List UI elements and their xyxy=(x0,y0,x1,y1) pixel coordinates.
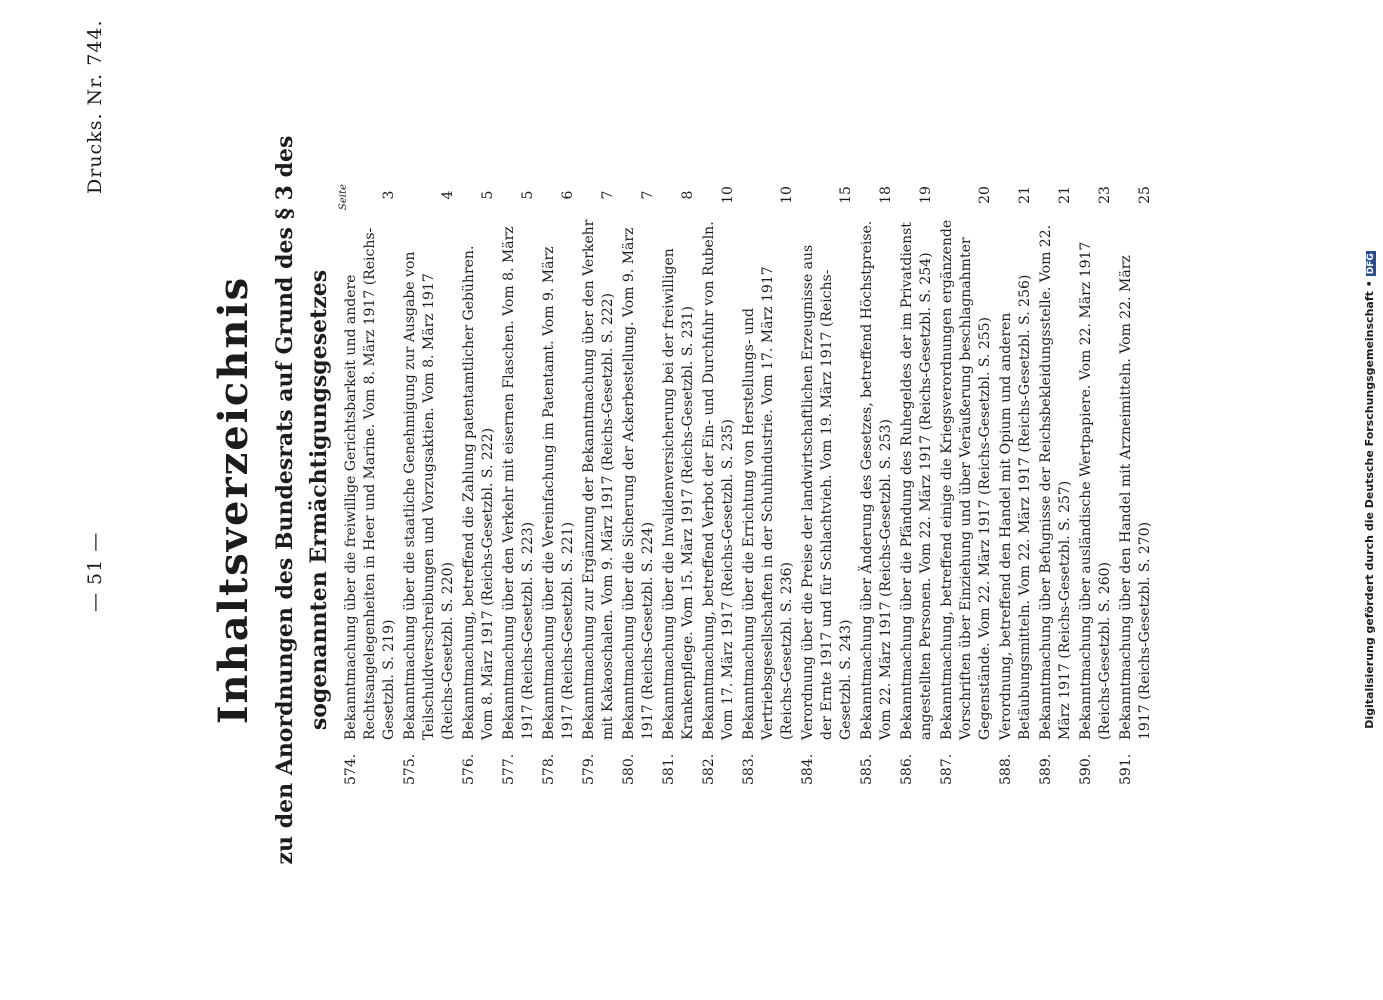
entry-page: 23 xyxy=(1097,186,1113,204)
toc-entry xyxy=(540,0,580,1000)
toc-entry xyxy=(1117,0,1157,1000)
entry-text: Verordnung über die Preise der landwirtschaftlichen Erzeugnisse aus der Ernte 1917 und für Schlachtvieh. Vom 19. März 1917 (Reichs-Gesetzbl. S. 243) xyxy=(800,244,854,740)
entry-page: 5 xyxy=(480,190,496,200)
entry-text: Bekanntmachung über die Invalidenversicherung bei der freiwilligen Krankenpflege. Vom 15. März 1917 (Reichs-Gesetzbl. S. 231) xyxy=(661,248,696,740)
toc-entry xyxy=(500,0,540,1000)
entry-number: 578. xyxy=(541,753,557,785)
entry-text: Bekanntmachung über Befugnisse der Reichsbekleidungsstelle. Vom 22. März 1917 (Reichs-Gesetzbl. S. 257) xyxy=(1038,224,1073,740)
page-subtitle: zu den Anordnungen des Bundesrats auf Grund des § 3 des sogenannten Ermächtigungsgesetzes xyxy=(272,135,332,865)
entry-number: 575. xyxy=(402,753,418,785)
druck-number: Drucks. Nr. 744. xyxy=(84,19,106,194)
entry-number: 591. xyxy=(1118,753,1134,785)
entry-text: Bekanntmachung über den Verkehr mit eisernen Flaschen. Vom 8. März 1917 (Reichs-Gesetzbl. S. 223) xyxy=(501,226,536,740)
digitization-credit xyxy=(1363,50,1376,930)
entry-page: 19 xyxy=(918,186,934,204)
toc-entry xyxy=(799,0,858,1000)
entry-number: 588. xyxy=(998,753,1014,785)
entry-number: 574. xyxy=(343,753,359,785)
entry-page: 6 xyxy=(560,190,576,200)
entry-number: 586. xyxy=(899,753,915,785)
toc-entry xyxy=(660,0,700,1000)
entry-text: Bekanntmachung über die freiwillige Gerichtsbarkeit und andere Rechtsangelegenheiten in Heer und Marine. Vom 8. März 1917 (Reichs-Gesetzbl. S. 219) xyxy=(343,227,397,740)
page-title: Inhaltsverzeichnis xyxy=(210,275,257,725)
toc-entry xyxy=(700,0,740,1000)
entry-page: 15 xyxy=(838,186,854,204)
entry-page: 21 xyxy=(1017,186,1033,204)
entry-text: Bekanntmachung über den Handel mit Arzneimitteln. Vom 22. März 1917 (Reichs-Gesetzbl. S. 270) xyxy=(1118,255,1153,740)
toc-entry xyxy=(938,0,997,1000)
entry-number: 581. xyxy=(661,753,677,785)
entry-text: Bekanntmachung über ausländische Wertpapiere. Vom 22. März 1917 (Reichs-Gesetzbl. S. 260) xyxy=(1078,241,1113,740)
toc-entry xyxy=(740,0,799,1000)
entry-text: Bekanntmachung über die Pfändung des Ruhegeldes der im Privatdienst angestellten Personen. Vom 22. März 1917 (Reichs-Gesetzbl. S. 254) xyxy=(899,222,934,740)
entry-number: 582. xyxy=(701,753,717,785)
page-number: — 51 — xyxy=(84,531,106,612)
entry-page: 20 xyxy=(977,186,993,204)
entry-page: 10 xyxy=(720,186,736,204)
entry-number: 587. xyxy=(939,753,955,785)
toc-entry xyxy=(858,0,898,1000)
toc-entry xyxy=(460,0,500,1000)
entry-text: Bekanntmachung über die Sicherung der Ackerbestellung. Vom 9. März 1917 (Reichs-Gesetzbl. S. 224) xyxy=(621,227,656,740)
entry-text: Bekanntmachung über Änderung des Gesetzes, betreffend Höchstpreise. Vom 22. März 1917 (Reichs-Gesetzbl. S. 253) xyxy=(859,220,894,740)
entry-text: Bekanntmachung zur Ergänzung der Bekanntmachung über den Verkehr mit Kakaoschalen. Vom 9. März 1917 (Reichs-Gesetzbl. S. 222) xyxy=(581,219,616,740)
entry-number: 579. xyxy=(581,753,597,785)
toc-entry xyxy=(620,0,660,1000)
credit-text: Digitalisierung gefördert durch die Deutsche Forschungsgemeinschaft • xyxy=(1363,280,1376,729)
toc-entry xyxy=(997,0,1037,1000)
entry-page: 3 xyxy=(381,190,397,200)
entry-number: 585. xyxy=(859,753,875,785)
entry-page: 21 xyxy=(1057,186,1073,204)
dfg-logo: DFG xyxy=(1366,253,1376,275)
toc-entry xyxy=(342,0,401,1000)
entry-page: 7 xyxy=(640,190,656,200)
entry-text: Bekanntmachung über die staatliche Genehmigung zur Ausgabe von Teilschuldverschreibungen und Vorzugsaktien. Vom 8. März 1917 (Reichs-Gesetzbl. S. 220) xyxy=(402,251,456,740)
entry-number: 584. xyxy=(800,753,816,785)
toc-entry xyxy=(1077,0,1117,1000)
entry-page: 5 xyxy=(520,190,536,200)
table-of-contents xyxy=(342,0,1157,1000)
entry-text: Bekanntmachung über die Errichtung von Herstellungs- und Vertriebsgesellschaften in der Schuhindustrie. Vom 17. März 1917 (Reichs-Gesetzbl. S. 236) xyxy=(741,266,795,740)
entry-page: 10 xyxy=(779,186,795,204)
entry-text: Verordnung, betreffend den Handel mit Opium und anderen Betäubungsmitteln. Vom 22. März 1917 (Reichs-Gesetzbl. S. 256) xyxy=(998,274,1033,740)
entry-number: 583. xyxy=(741,753,757,785)
toc-entry xyxy=(1037,0,1077,1000)
entry-number: 580. xyxy=(621,753,637,785)
toc-entry xyxy=(898,0,938,1000)
entry-text: Bekanntmachung über die Vereinfachung im Patentamt. Vom 9. März 1917 (Reichs-Gesetzbl. S. 221) xyxy=(541,246,576,740)
entry-page: 8 xyxy=(680,190,696,200)
entry-number: 576. xyxy=(461,753,477,785)
entry-number: 590. xyxy=(1078,753,1094,785)
entry-page: 4 xyxy=(440,190,456,200)
entry-number: 577. xyxy=(501,753,517,785)
entry-page: 25 xyxy=(1137,186,1153,204)
toc-entry xyxy=(401,0,460,1000)
entry-text: Bekanntmachung, betreffend einige die Kriegsverordnungen ergänzende Vorschriften über Einziehung und über Veräußerung beschlagnahmter Gegenstände. Vom 22. März 1917 (Reichs-Gesetzbl. S. 255) xyxy=(939,219,993,740)
seite-column-label: Seite xyxy=(338,184,349,210)
entry-text: Bekanntmachung, betreffend Verbot der Ein- und Durchfuhr von Rubeln. Vom 17. März 1917 (Reichs-Gesetzbl. S. 235) xyxy=(701,221,736,740)
entry-page: 7 xyxy=(600,190,616,200)
toc-entry xyxy=(580,0,620,1000)
entry-page: 18 xyxy=(878,186,894,204)
entry-number: 589. xyxy=(1038,753,1054,785)
entry-text: Bekanntmachung, betreffend die Zahlung patentamtlicher Gebühren. Vom 8. März 1917 (Reichs-Gesetzbl. S. 222) xyxy=(461,245,496,740)
